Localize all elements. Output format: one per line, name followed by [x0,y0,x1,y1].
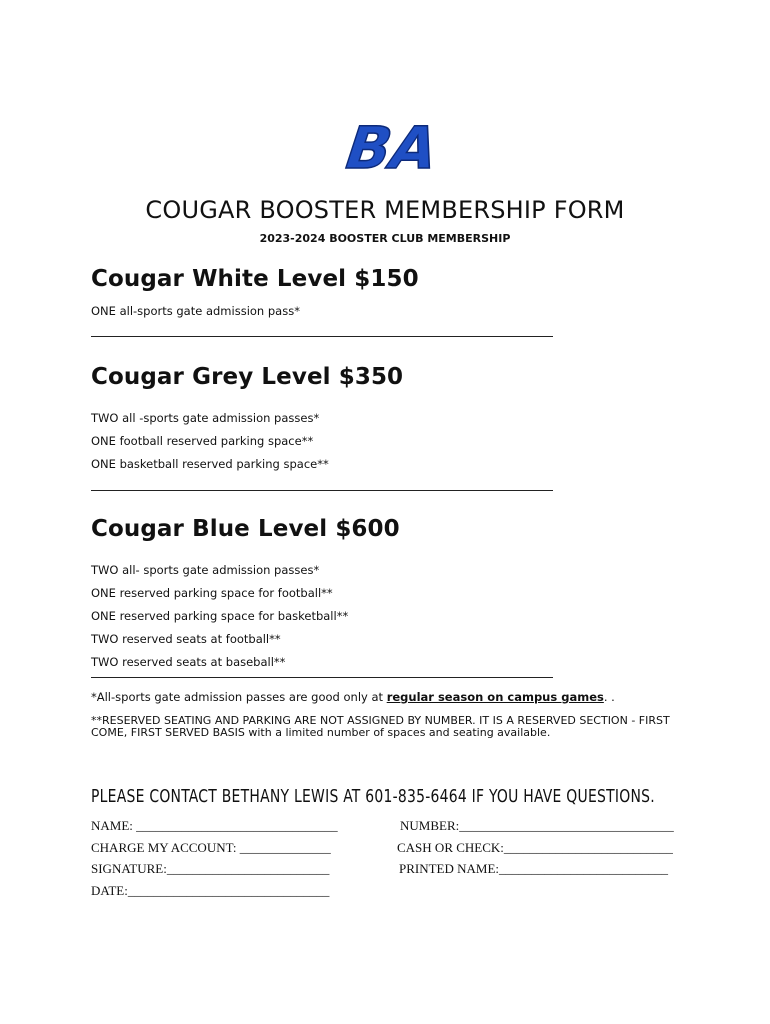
note-prefix: *All-sports gate admission passes are good only at [91,690,387,704]
form-subtitle: 2023-2024 BOOSTER CLUB MEMBERSHIP [259,232,511,245]
white-level-item: ONE all-sports gate admission pass* [91,304,300,318]
grey-level-heading: Cougar Grey Level $350 [91,364,404,390]
divider [91,336,553,337]
reserved-note: **RESERVED SEATING AND PARKING ARE NOT ASSIGNED BY NUMBER. IT IS A RESERVED SECTION - FIRST COME, FIRST SERVED BASIS with a limited number of spaces and seating available. [91,714,670,739]
divider [91,490,553,491]
grey-level-item: TWO all -sports gate admission passes* [91,411,320,425]
grey-level-item: ONE basketball reserved parking space** [91,457,329,471]
charge-account-field[interactable]: CHARGE MY ACCOUNT: ______________ [91,840,331,855]
admission-note [91,690,615,704]
name-field[interactable]: NAME: _______________________________ [91,818,338,833]
blue-level-item: ONE reserved parking space for football** [91,586,333,600]
note-emphasis: regular season on campus games [386,690,604,704]
printed-name-field[interactable]: PRINTED NAME:__________________________ [399,861,669,876]
number-field[interactable]: NUMBER:_________________________________ [400,818,674,833]
blue-level-heading: Cougar Blue Level $600 [91,516,400,542]
signature-field[interactable]: SIGNATURE:_________________________ [91,861,330,876]
divider [91,677,553,678]
form-title: COUGAR BOOSTER MEMBERSHIP FORM [145,196,625,224]
contact-line: PLEASE CONTACT BETHANY LEWIS AT 601-835-6464 IF YOU HAVE QUESTIONS. [91,786,655,807]
blue-level-item: TWO reserved seats at football** [91,632,281,646]
note-suffix: . . [603,690,615,704]
blue-level-item: ONE reserved parking space for basketball** [91,609,349,623]
white-level-heading: Cougar White Level $150 [91,266,419,292]
grey-level-item: ONE football reserved parking space** [91,434,314,448]
blue-level-item: TWO all- sports gate admission passes* [91,563,320,577]
date-field[interactable]: DATE:_______________________________ [91,883,330,898]
cash-or-check-field[interactable]: CASH OR CHECK:__________________________ [397,840,673,855]
logo-text: BA [335,115,447,183]
blue-level-item: TWO reserved seats at baseball** [91,655,286,669]
ba-logo [335,108,447,183]
